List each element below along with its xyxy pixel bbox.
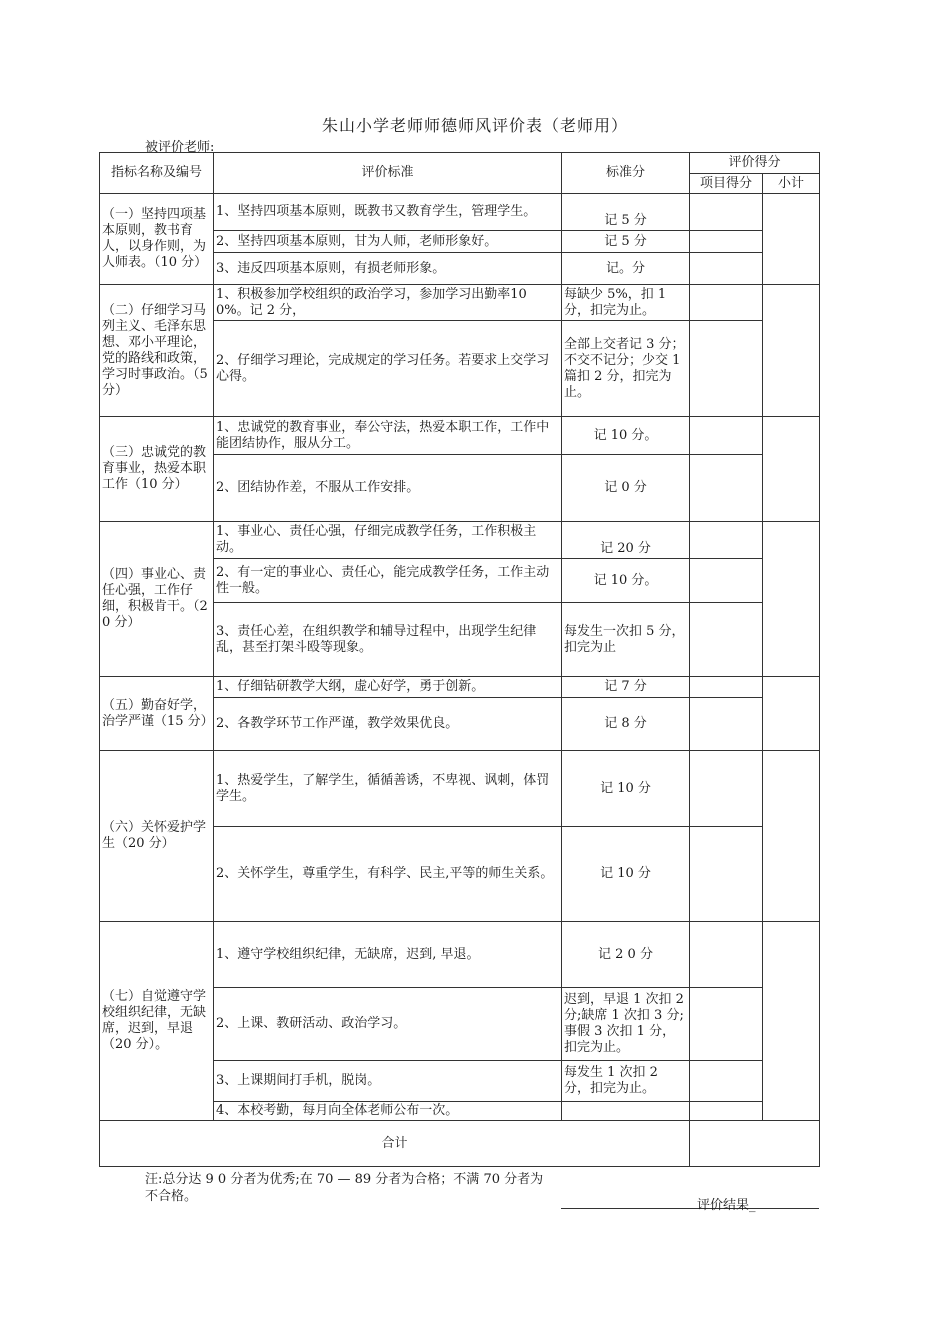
standard-2-2: 全部上交者记 3 分；不交不记分；少交 1 篇扣 2 分，扣完为止。 [562,321,690,417]
item-score-cell[interactable] [690,522,763,559]
item-score-cell[interactable] [690,231,763,253]
total-label: 合计 [100,1121,690,1167]
subtotal-cell[interactable] [763,677,820,751]
indicator-3: （三）忠诚党的教育事业，热爱本职工作（10 分） [100,417,214,522]
subtotal-cell[interactable] [763,285,820,417]
criteria-7-2: 2、上课、教研活动、政治学习。 [214,988,562,1061]
standard-1-3: 记。分 [562,253,690,285]
criteria-3-1: 1、忠诚党的教育事业，奉公守法，热爱本职工作，工作中能团结协作，服从分工。 [214,417,562,455]
header-indicator: 指标名称及编号 [100,153,214,194]
criteria-7-1: 1、遵守学校组织纪律，无缺席，迟到, 早退。 [214,922,562,988]
item-score-cell[interactable] [690,559,763,603]
standard-2-1: 每缺少 5%，扣 1 分，扣完为止。 [562,285,690,321]
evaluation-result-label: 评价结果_ [697,1198,756,1213]
item-score-cell[interactable] [690,417,763,455]
standard-7-1: 记 2 0 分 [562,922,690,988]
criteria-7-3: 3、上课期间打手机，脱岗。 [214,1061,562,1102]
standard-4-3: 每发生一次扣 5 分，扣完为止 [562,603,690,677]
item-score-cell[interactable] [690,677,763,698]
header-criteria: 评价标准 [214,153,562,194]
standard-4-2: 记 10 分。 [562,559,690,603]
indicator-7: （七）自觉遵守学校组织纪律，无缺席，迟到，早退（20 分）。 [100,922,214,1121]
subtotal-cell[interactable] [763,922,820,1121]
standard-5-1: 记 7 分 [562,677,690,698]
indicator-6: （六）关怀爱护学生（20 分） [100,751,214,922]
item-score-cell[interactable] [690,194,763,231]
criteria-5-1: 1、仔细钻研教学大纲，虚心好学，勇于创新。 [214,677,562,698]
indicator-1: （一）坚持四项基本原则，教书育人，以身作则，为人师表。（10 分） [100,194,214,285]
criteria-2-1: 1、积极参加学校组织的政治学习，参加学习出勤率10 0%。记 2 分， [214,285,562,321]
subtotal-cell[interactable] [763,522,820,677]
item-score-cell[interactable] [690,988,763,1061]
item-score-cell[interactable] [690,455,763,522]
item-score-cell[interactable] [690,751,763,827]
item-score-cell[interactable] [690,827,763,922]
evaluation-table [99,152,820,1167]
criteria-6-1: 1、热爱学生，了解学生，循循善诱，不卑视、讽刺，体罚学生。 [214,751,562,827]
item-score-cell[interactable] [690,1102,763,1121]
standard-3-1: 记 10 分。 [562,417,690,455]
indicator-2: （二）仔细学习马列主义、毛泽东思想、邓小平理论，党的路线和政策，学习时事政治。（5 分） [100,285,214,417]
criteria-1-2: 2、坚持四项基本原则，甘为人师，老师形象好。 [214,231,562,253]
standard-3-2: 记 0 分 [562,455,690,522]
standard-1-1: 记 5 分 [562,194,690,231]
item-score-cell[interactable] [690,321,763,417]
criteria-4-2: 2、有一定的事业心、责任心，能完成教学任务，工作主动性一般。 [214,559,562,603]
criteria-6-2: 2、关怀学生，尊重学生，有科学、民主,平等的师生关系。 [214,827,562,922]
item-score-cell[interactable] [690,1061,763,1102]
standard-5-2: 记 8 分 [562,698,690,751]
criteria-3-2: 2、团结协作差，不服从工作安排。 [214,455,562,522]
evaluatee-label: 被评价老师: [145,140,215,155]
criteria-2-2: 2、仔细学习理论，完成规定的学习任务。若要求上交学习心得。 [214,321,562,417]
criteria-1-3: 3、违反四项基本原则，有损老师形象。 [214,253,562,285]
criteria-4-1: 1、事业心、责任心强，仔细完成教学任务，工作积极主动。 [214,522,562,559]
criteria-5-2: 2、各教学环节工作严谨，教学效果优良。 [214,698,562,751]
standard-7-2: 迟到，早退 1 次扣 2 分;缺席 1 次扣 3 分;事假 3 次扣 1 分，扣完为止。 [562,988,690,1061]
subtotal-cell[interactable] [763,194,820,285]
subtotal-cell[interactable] [763,751,820,922]
standard-7-3: 每发生 1 次扣 2 分，扣完为止。 [562,1061,690,1102]
standard-6-1: 记 10 分 [562,751,690,827]
item-score-cell[interactable] [690,698,763,751]
evaluation-result-line[interactable] [561,1192,819,1213]
document-title: 朱山小学老师师德师风评价表（老师用） [321,116,628,135]
item-score-cell[interactable] [690,253,763,285]
header-score: 评价得分 [690,153,820,174]
criteria-7-4: 4、本校考勤，每月向全体老师公布一次。 [214,1102,562,1121]
item-score-cell[interactable] [690,922,763,988]
header-subtotal: 小计 [763,174,820,194]
header-standard: 标准分 [562,153,690,194]
header-item-score: 项目得分 [690,174,763,194]
item-score-cell[interactable] [690,603,763,677]
standard-7-4 [562,1102,690,1121]
total-score-cell[interactable] [690,1121,820,1167]
standard-6-2: 记 10 分 [562,827,690,922]
indicator-5: （五）勤奋好学，治学严谨（15 分） [100,677,214,751]
subtotal-cell[interactable] [763,417,820,522]
criteria-1-1: 1、坚持四项基本原则，既教书又教育学生，管理学生。 [214,194,562,231]
footnote: 汪:总分达 9 0 分者为优秀;在 70 — 89 分者为合格；不满 70 分者为不合格。 [145,1172,544,1204]
item-score-cell[interactable] [690,285,763,321]
criteria-4-3: 3、责任心差，在组织教学和辅导过程中，出现学生纪律乱，甚至打架斗殴等现象。 [214,603,562,677]
indicator-4: （四）事业心、责任心强，工作仔细，积极肯干。（2 0 分） [100,522,214,677]
standard-4-1: 记 20 分 [562,522,690,559]
standard-1-2: 记 5 分 [562,231,690,253]
